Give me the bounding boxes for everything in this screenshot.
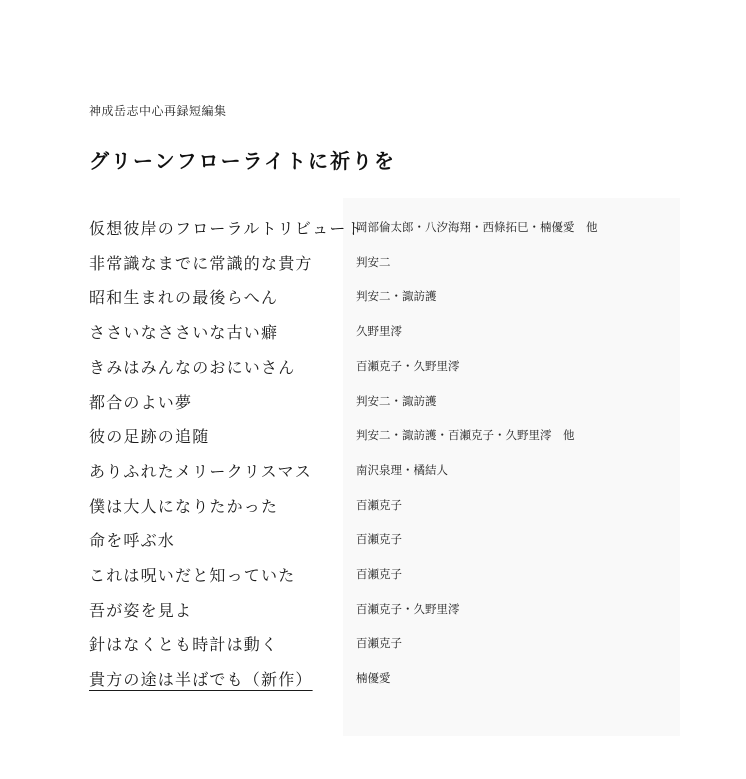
story-title: ささいなささいな古い癖 bbox=[89, 323, 279, 343]
contents-row bbox=[0, 279, 746, 314]
story-authors: 久野里澪 bbox=[356, 324, 402, 339]
story-authors: 判安二・諏訪護 bbox=[356, 289, 437, 304]
book-title: グリーンフローライトに祈りを bbox=[89, 149, 396, 173]
story-title: きみはみんなのおにいさん bbox=[89, 357, 296, 377]
story-title: ありふれたメリークリスマス bbox=[89, 461, 312, 481]
story-title: 彼の足跡の追随 bbox=[89, 427, 210, 447]
contents-row bbox=[0, 349, 746, 384]
story-authors: 判安二・諏訪護・百瀬克子・久野里澪 他 bbox=[356, 428, 575, 443]
contents-row bbox=[0, 661, 746, 696]
story-title: 吾が姿を見よ bbox=[89, 600, 193, 620]
story-authors: 百瀬克子・久野里澪 bbox=[356, 601, 460, 616]
story-title-link[interactable]: 貴方の途は半ばでも（新作） bbox=[89, 670, 313, 690]
contents-row bbox=[0, 592, 746, 627]
story-title: 都合のよい夢 bbox=[89, 392, 193, 412]
contents-row bbox=[0, 557, 746, 592]
story-title: 僕は大人になりたかった bbox=[89, 496, 279, 516]
story-title: 昭和生まれの最後らへん bbox=[89, 288, 279, 308]
contents-row bbox=[0, 453, 746, 488]
story-authors: 判安二・諏訪護 bbox=[356, 393, 437, 408]
story-authors: 百瀬克子 bbox=[356, 497, 402, 512]
contents-row bbox=[0, 314, 746, 349]
story-authors: 百瀬克子 bbox=[356, 567, 402, 581]
story-authors: 百瀬克子 bbox=[356, 636, 402, 651]
story-title: 非常識なまでに常識的な貴方 bbox=[89, 253, 313, 273]
story-title: 針はなくとも時計は動く bbox=[89, 635, 279, 655]
contents-row bbox=[0, 245, 746, 280]
series-label: 神成岳志中心再録短編集 bbox=[89, 104, 227, 118]
contents-row bbox=[0, 384, 746, 419]
contents-row bbox=[0, 488, 746, 523]
story-authors: 百瀬克子・久野里澪 bbox=[356, 358, 460, 373]
contents-row bbox=[0, 522, 746, 557]
story-authors: 判安二 bbox=[356, 254, 391, 269]
contents-row bbox=[0, 418, 746, 453]
story-authors: 岡部倫太郎・八汐海翔・西條拓巳・楠優愛 他 bbox=[356, 220, 598, 234]
story-title: 仮想彼岸のフローラルトリビュート bbox=[89, 219, 364, 238]
story-authors: 百瀬克子 bbox=[356, 532, 402, 547]
contents-row bbox=[0, 210, 746, 245]
story-title: これは呪いだと知っていた bbox=[89, 566, 296, 585]
contents-row bbox=[0, 626, 746, 661]
story-authors: 楠優愛 bbox=[356, 671, 391, 686]
story-title: 命を呼ぶ水 bbox=[89, 531, 176, 551]
story-authors: 南沢泉理・橘結人 bbox=[356, 462, 448, 477]
